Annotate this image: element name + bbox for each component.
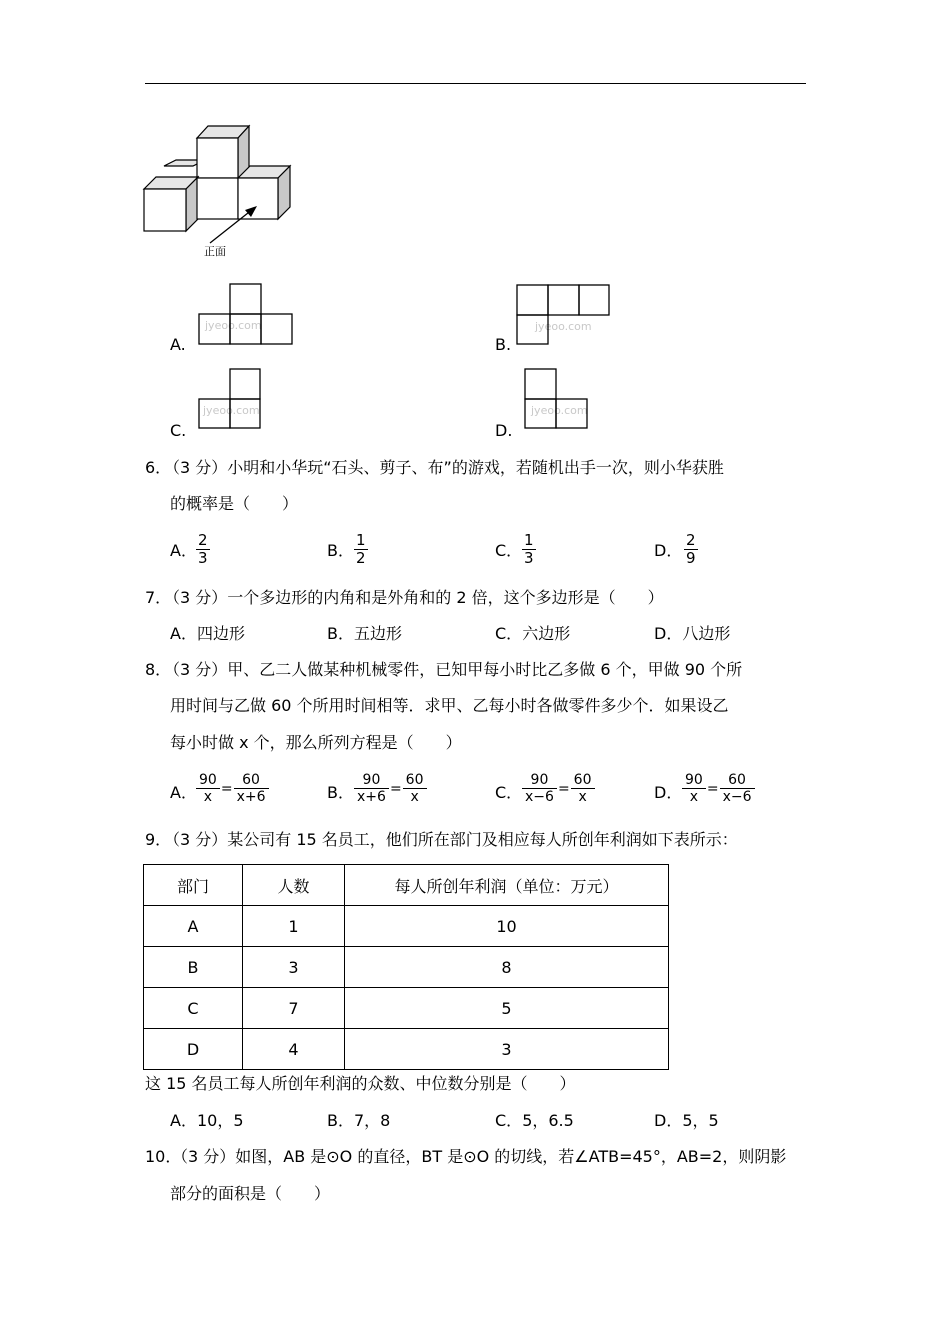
q10-number: 10．	[145, 1147, 182, 1166]
q7-option-b: B．五边形	[327, 624, 402, 643]
table-header-row	[144, 865, 669, 906]
q8-option-c-equation: $\frac{90}{x-6}$ = $\frac{60}{x}$	[522, 772, 595, 805]
table-cell: 8	[345, 947, 669, 988]
q7-number: 7．	[145, 588, 172, 607]
watermark-text: jyeoo.com	[205, 319, 262, 332]
q9-option-c: C．5，6.5	[495, 1111, 574, 1130]
watermark-text: jyeoo.com	[535, 320, 592, 333]
q10-line2: 部分的面积是（ ）	[170, 1184, 331, 1203]
front-view-d-icon	[523, 367, 591, 431]
q7-option-a: A．四边形	[170, 624, 245, 643]
q7-line1: （3 分）一个多边形的内角和是外角和的 2 倍，这个多边形是（ ）	[164, 588, 664, 607]
front-view-a-icon	[197, 282, 295, 346]
q9-option-b: B．7，8	[327, 1111, 391, 1130]
q8-option-a-letter: A．	[170, 783, 197, 802]
q9-question: 这 15 名员工每人所创年利润的众数、中位数分别是（ ）	[145, 1074, 576, 1093]
q6-option-a-letter: A．	[170, 541, 197, 560]
q8-line2: 用时间与乙做 60 个所用时间相等．求甲、乙每小时各做零件多少个．如果设乙	[170, 696, 729, 715]
q6-option-c-letter: C．	[495, 541, 523, 560]
q5-option-c-letter: C.	[170, 421, 187, 440]
front-view-c-icon	[197, 367, 265, 431]
front-label: 正面	[204, 245, 226, 258]
q5-option-a-letter: A.	[170, 335, 186, 354]
q8-line3: 每小时做 x 个，那么所列方程是（ ）	[170, 733, 462, 752]
q6-option-d-fraction: $\frac{2}{9}$	[686, 531, 696, 567]
table-cell: 10	[345, 906, 669, 947]
table-cell: 3	[345, 1029, 669, 1070]
q6-number: 6．	[145, 458, 172, 477]
table-row	[144, 906, 669, 947]
table-cell: 3	[243, 947, 345, 988]
cube-figure	[140, 122, 300, 262]
profit-table	[143, 864, 669, 1070]
table-cell: D	[144, 1029, 243, 1070]
q8-number: 8．	[145, 660, 172, 679]
q8-line1: （3 分）甲、乙二人做某种机械零件，已知甲每小时比乙多做 6 个，甲做 90 个所	[164, 660, 743, 679]
table-row	[144, 947, 669, 988]
table-header: 部门	[144, 865, 243, 906]
q10-line1: （3 分）如图，AB 是⊙O 的直径，BT 是⊙O 的切线，若∠ATB=45°，AB=2，则阴影	[172, 1147, 787, 1166]
q8-option-a-equation: $\frac{90}{x}$ = $\frac{60}{x+6}$	[196, 772, 269, 805]
table-cell: B	[144, 947, 243, 988]
table-header: 人数	[243, 865, 345, 906]
watermark-text: jyeoo.com	[531, 404, 588, 417]
front-view-b-icon	[515, 283, 613, 347]
q5-option-b-letter: B.	[495, 335, 512, 354]
header-rule	[145, 83, 806, 84]
q5-option-d-letter: D.	[495, 421, 513, 440]
table-cell: 7	[243, 988, 345, 1029]
table-cell: 5	[345, 988, 669, 1029]
q9-option-d: D．5，5	[654, 1111, 719, 1130]
q9-option-a: A．10，5	[170, 1111, 244, 1130]
table-row	[144, 988, 669, 1029]
q6-option-b-fraction: $\frac{1}{2}$	[356, 531, 366, 567]
q6-option-b-letter: B．	[327, 541, 354, 560]
table-cell: 4	[243, 1029, 345, 1070]
q6-line2: 的概率是（ ）	[170, 494, 299, 513]
q6-option-d-letter: D．	[654, 541, 683, 560]
table-row	[144, 1029, 669, 1070]
q8-option-b-letter: B．	[327, 783, 354, 802]
q8-option-d-letter: D．	[654, 783, 683, 802]
q9-line1: （3 分）某公司有 15 名员工，他们所在部门及相应每人所创年利润如下表所示：	[164, 830, 738, 849]
q6-option-c-fraction: $\frac{1}{3}$	[524, 531, 534, 567]
table-header: 每人所创年利润（单位：万元）	[345, 865, 669, 906]
q7-option-d: D．八边形	[654, 624, 731, 643]
q8-option-d-equation: $\frac{90}{x}$ = $\frac{60}{x-6}$	[682, 772, 755, 805]
q8-option-c-letter: C．	[495, 783, 523, 802]
table-cell: C	[144, 988, 243, 1029]
q6-line1: （3 分）小明和小华玩“石头、剪子、布”的游戏，若随机出手一次，则小华获胜	[164, 458, 724, 477]
q8-option-b-equation: $\frac{90}{x+6}$ = $\frac{60}{x}$	[354, 772, 427, 805]
table-cell: 1	[243, 906, 345, 947]
q9-number: 9．	[145, 830, 172, 849]
watermark-text: jyeoo.com	[203, 404, 260, 417]
q7-option-c: C．六边形	[495, 624, 571, 643]
table-cell: A	[144, 906, 243, 947]
q6-option-a-fraction: $\frac{2}{3}$	[198, 531, 208, 567]
